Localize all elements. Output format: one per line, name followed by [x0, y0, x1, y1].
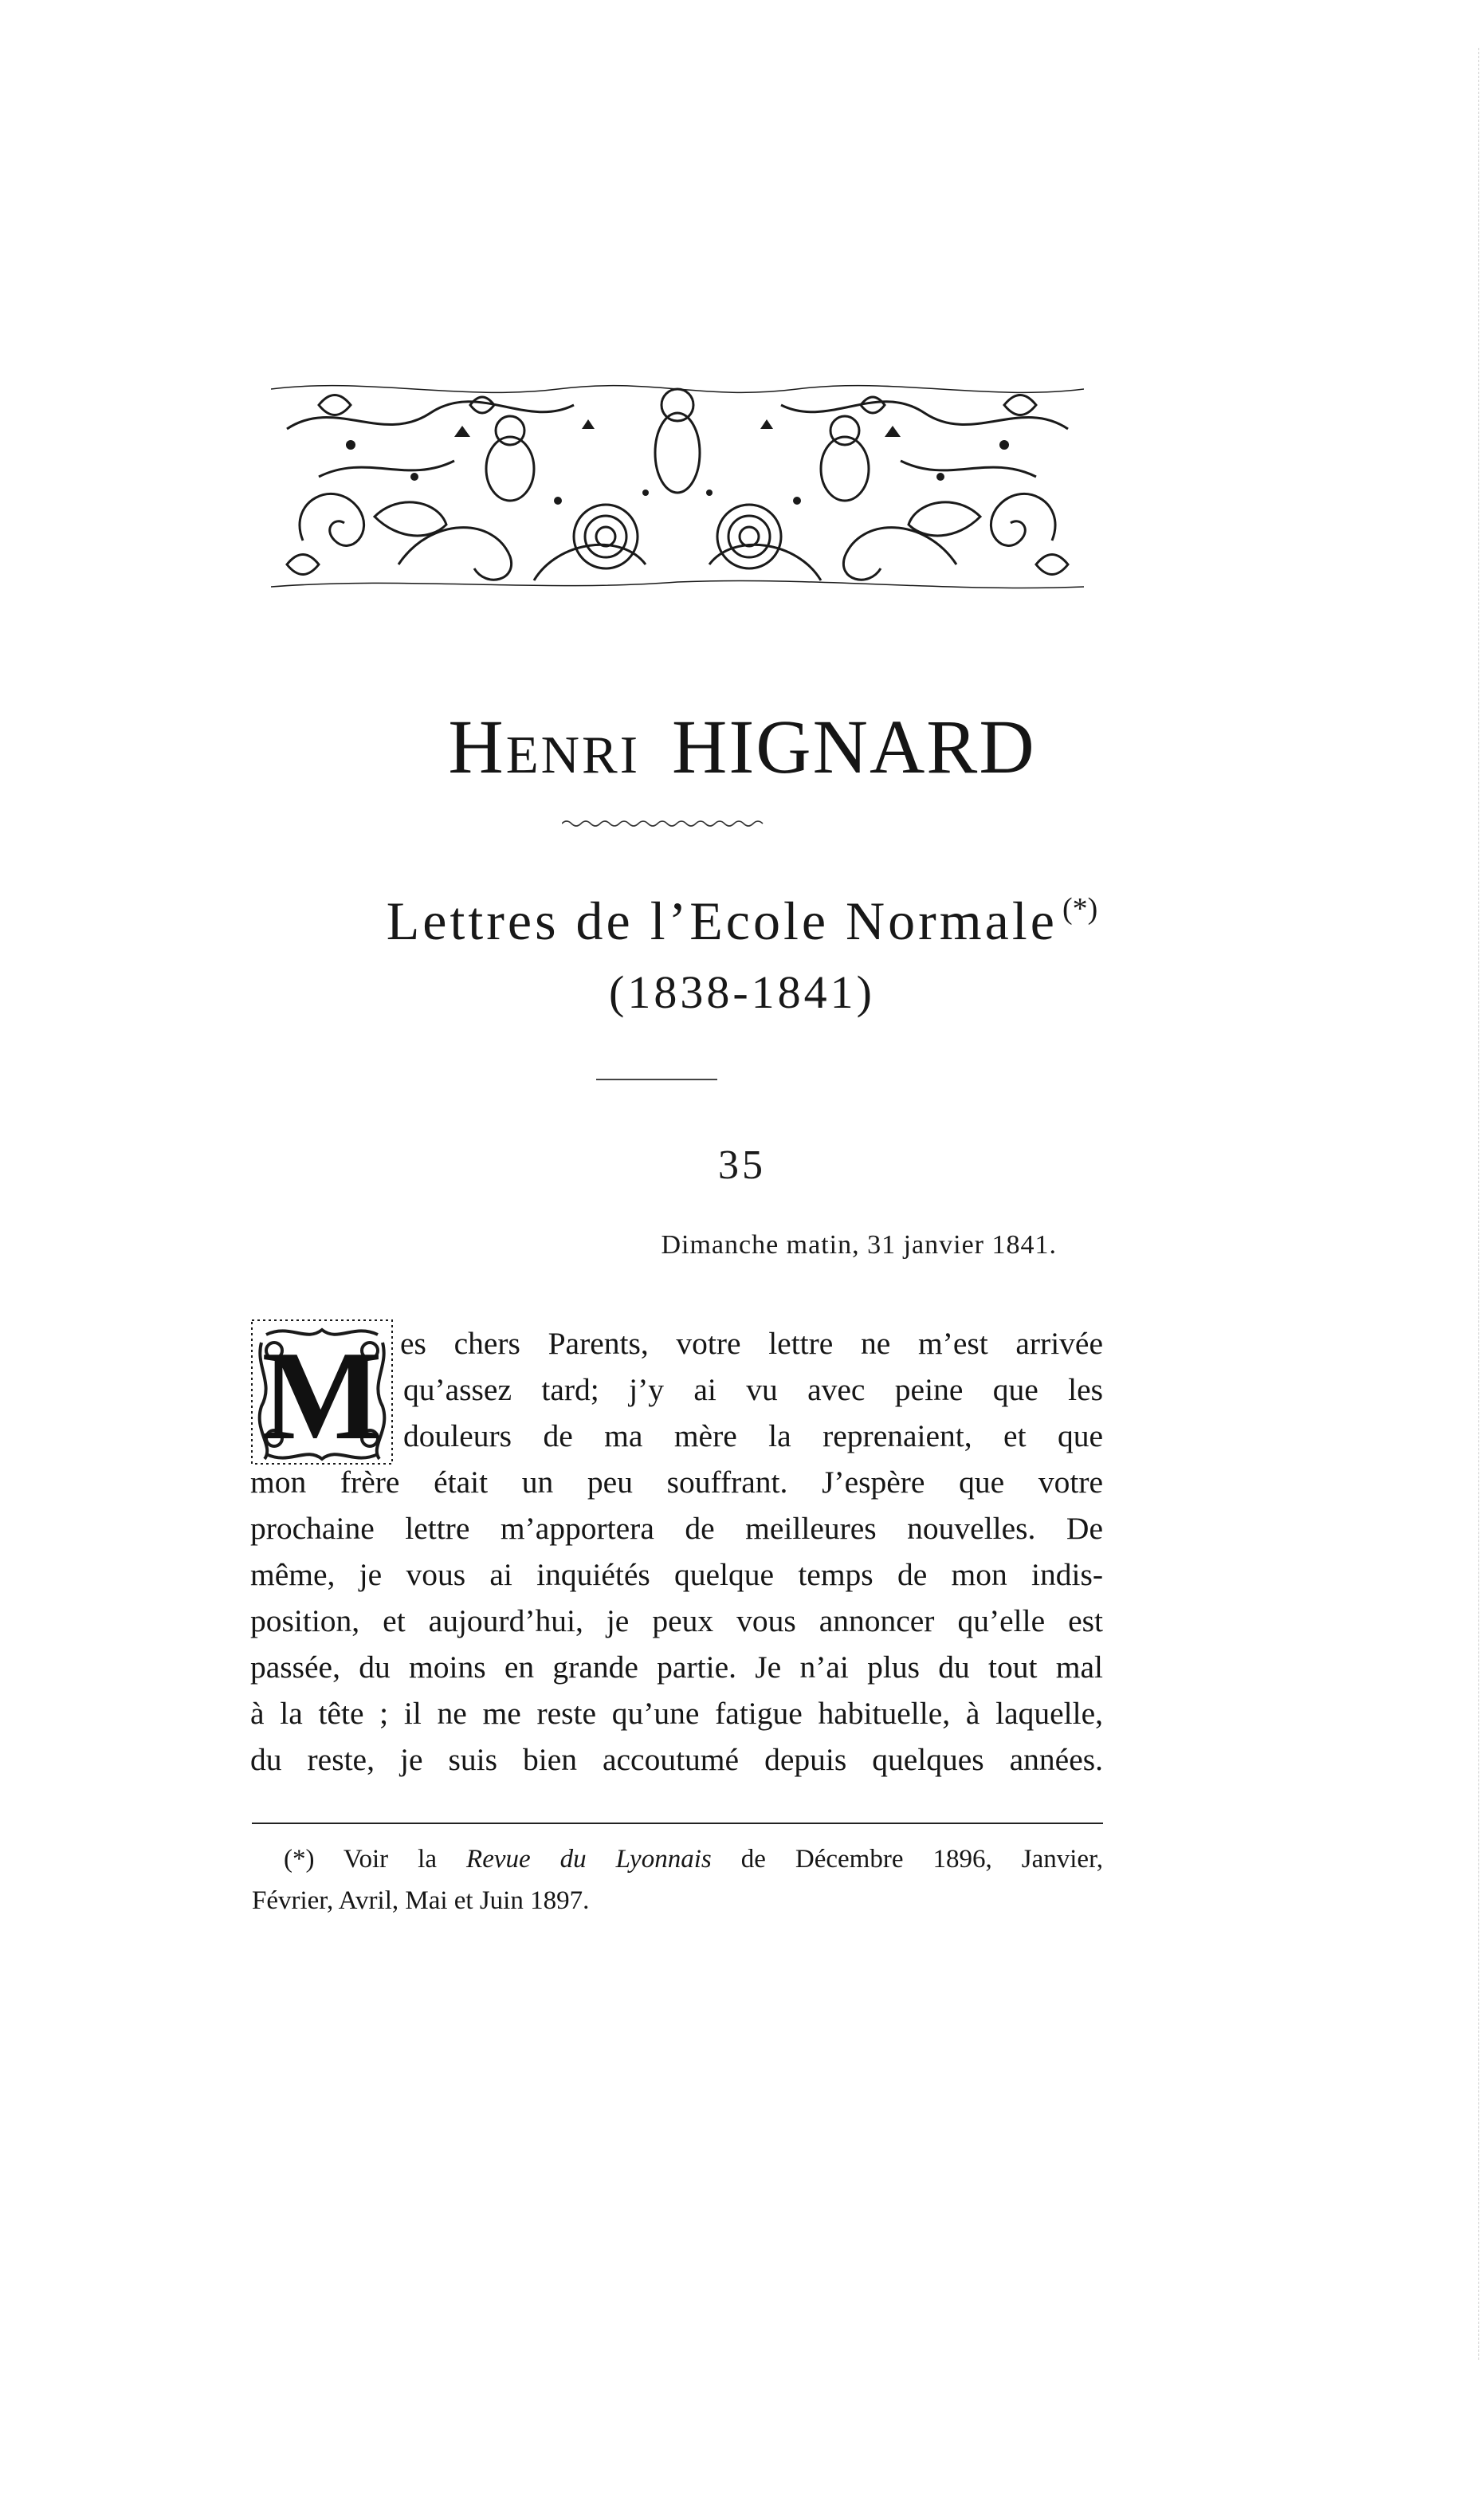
- letter-line: qu’assez tard; j’y ai vu avec peine que les: [403, 1372, 1103, 1407]
- letter-line: même, je vous ai inquiétés quelque temps de mon indis-: [250, 1557, 1103, 1592]
- svg-text:M: M: [261, 1324, 383, 1465]
- footnote-line-1: [252, 1838, 1103, 1880]
- subtitle: [0, 877, 1484, 953]
- footnote-line-2: Février, Avril, Mai et Juin 1897.: [252, 1886, 590, 1915]
- footnote-rule: [252, 1823, 1103, 1824]
- date-range: (1838-1841): [609, 966, 875, 1018]
- page-title: [0, 703, 1484, 791]
- footnote: [252, 1838, 1103, 1921]
- footnote-before: Voir la: [343, 1845, 437, 1874]
- scan-edge-marks: [1477, 48, 1479, 2360]
- letter-line: es chers Parents, votre lettre ne m’est arrivée: [400, 1326, 1103, 1361]
- author-last-name: HIGNARD: [672, 704, 1036, 789]
- ornament-headpiece-icon: [271, 381, 1084, 592]
- wavy-rule: [562, 818, 769, 829]
- letter-line: du reste, je suis bien accoutumé depuis quelques années.: [250, 1742, 1103, 1777]
- short-rule: [596, 1079, 717, 1080]
- footnote-after: de Décembre 1896, Janvier,: [740, 1845, 1103, 1874]
- letter-line: à la tête ; il ne me reste qu’une fatigue habituelle, à laquelle,: [250, 1696, 1103, 1731]
- letter-line: position, et aujourd’hui, je peux vous annoncer qu’elle est: [250, 1603, 1103, 1638]
- subtitle-text: Lettres de l’Ecole Normale: [386, 891, 1058, 951]
- footnote-journal: Revue du Lyonnais: [466, 1845, 712, 1874]
- letter-line: mon frère était un peu souffrant. J’espère que votre: [250, 1465, 1103, 1500]
- letter-number: 35: [718, 1142, 766, 1188]
- footnote-mark: (*): [284, 1845, 315, 1874]
- footnote-reference: (*): [1062, 892, 1098, 926]
- author-first-name: Henri: [448, 704, 640, 789]
- letter-line: passée, du moins en grande partie. Je n’ai plus du tout mal: [250, 1650, 1103, 1685]
- letter-body: [250, 1320, 1103, 1783]
- letter-line: douleurs de ma mère la reprenaient, et que: [403, 1418, 1103, 1453]
- letter-line: prochaine lettre m’apportera de meilleures nouvelles. De: [250, 1511, 1103, 1546]
- letter-dateline: Dimanche matin, 31 janvier 1841.: [661, 1230, 1057, 1260]
